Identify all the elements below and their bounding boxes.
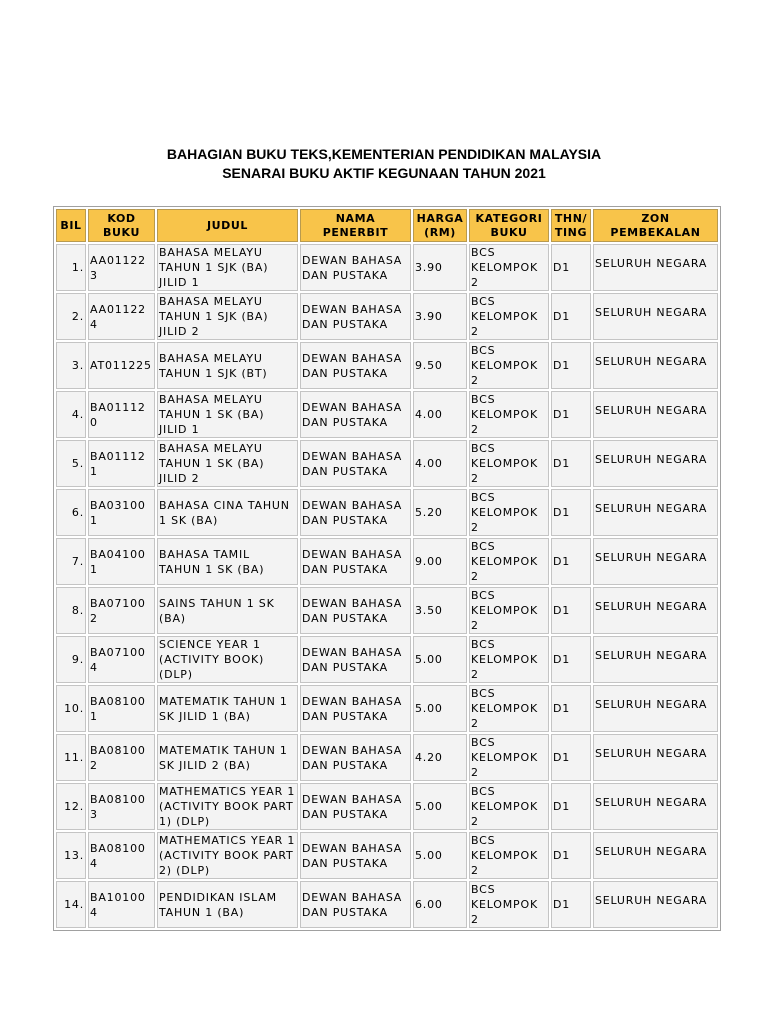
page-title: BAHAGIAN BUKU TEKS,KEMENTERIAN PENDIDIKAN MALAYSIA [166,146,602,162]
cell-kategori-buku: BCS KELOMPOK 2 [469,587,549,634]
cell-harga: 5.00 [413,636,467,683]
table-row [56,685,718,732]
table-row [56,391,718,438]
zon-pembekalan-text: SELURUH NEGARA [595,747,708,760]
cell-kod-buku: AA011224 [88,293,155,340]
cell-harga: 5.00 [413,832,467,879]
table-row [56,881,718,928]
cell-nama-penerbit: DEWAN BAHASA DAN PUSTAKA [300,685,411,732]
cell-thn-ting: D1 [551,538,591,585]
cell-judul: BAHASA TAMIL TAHUN 1 SK (BA) [157,538,298,585]
cell-kategori-buku: BCS KELOMPOK 2 [469,440,549,487]
cell-zon-pembekalan [593,342,718,389]
cell-kategori-buku: BCS KELOMPOK 2 [469,391,549,438]
cell-nama-penerbit: DEWAN BAHASA DAN PUSTAKA [300,342,411,389]
cell-zon-pembekalan [593,734,718,781]
cell-kod-buku: BA031001 [88,489,155,536]
cell-kategori-buku: BCS KELOMPOK 2 [469,489,549,536]
cell-harga: 3.90 [413,293,467,340]
cell-kod-buku: BA081004 [88,832,155,879]
zon-pembekalan-text: SELURUH NEGARA [595,404,708,417]
cell-kod-buku: BA081002 [88,734,155,781]
cell-judul: BAHASA CINA TAHUN 1 SK (BA) [157,489,298,536]
cell-kategori-buku: BCS KELOMPOK 2 [469,783,549,830]
zon-pembekalan-text: SELURUH NEGARA [595,796,708,809]
cell-judul: MATEMATIK TAHUN 1 SK JILID 2 (BA) [157,734,298,781]
cell-zon-pembekalan [593,391,718,438]
cell-judul: MATEMATIK TAHUN 1 SK JILID 1 (BA) [157,685,298,732]
cell-kod-buku: BA081003 [88,783,155,830]
cell-judul: BAHASA MELAYU TAHUN 1 SK (BA) JILID 2 [157,440,298,487]
cell-nama-penerbit: DEWAN BAHASA DAN PUSTAKA [300,293,411,340]
cell-kod-buku: AA011223 [88,244,155,291]
cell-bil: 9. [56,636,86,683]
cell-bil: 1. [56,244,86,291]
cell-zon-pembekalan [593,587,718,634]
table-row [56,832,718,879]
cell-bil: 8. [56,587,86,634]
cell-zon-pembekalan [593,685,718,732]
cell-zon-pembekalan [593,832,718,879]
book-list-table [53,206,721,931]
zon-pembekalan-text: SELURUH NEGARA [595,698,708,711]
table-row [56,783,718,830]
col-header-kod-buku: KOD BUKU [88,209,155,242]
cell-zon-pembekalan [593,293,718,340]
cell-harga: 4.00 [413,391,467,438]
cell-kategori-buku: BCS KELOMPOK 2 [469,293,549,340]
col-header-bil: BIL [56,209,86,242]
table-row [56,587,718,634]
cell-harga: 6.00 [413,881,467,928]
cell-kategori-buku: BCS KELOMPOK 2 [469,538,549,585]
page-subtitle: SENARAI BUKU AKTIF KEGUNAAN TAHUN 2021 [222,165,546,181]
cell-kategori-buku: BCS KELOMPOK 2 [469,244,549,291]
cell-kategori-buku: BCS KELOMPOK 2 [469,685,549,732]
zon-pembekalan-text: SELURUH NEGARA [595,257,708,270]
cell-harga: 5.00 [413,783,467,830]
cell-kod-buku: BA041001 [88,538,155,585]
table-row [56,342,718,389]
zon-pembekalan-text: SELURUH NEGARA [595,306,708,319]
cell-bil: 7. [56,538,86,585]
table-row [56,293,718,340]
cell-thn-ting: D1 [551,440,591,487]
cell-kod-buku: BA071002 [88,587,155,634]
cell-zon-pembekalan [593,881,718,928]
table-row [56,440,718,487]
cell-harga: 3.50 [413,587,467,634]
cell-harga: 4.20 [413,734,467,781]
cell-bil: 10. [56,685,86,732]
cell-nama-penerbit: DEWAN BAHASA DAN PUSTAKA [300,783,411,830]
zon-pembekalan-text: SELURUH NEGARA [595,453,708,466]
cell-nama-penerbit: DEWAN BAHASA DAN PUSTAKA [300,734,411,781]
col-header-thn-ting: THN/ TING [551,209,591,242]
cell-thn-ting: D1 [551,342,591,389]
cell-kod-buku: BA071004 [88,636,155,683]
table-row [56,489,718,536]
cell-kod-buku: BA011121 [88,440,155,487]
table-row [56,734,718,781]
cell-harga: 4.00 [413,440,467,487]
cell-judul: MATHEMATICS YEAR 1 (ACTIVITY BOOK PART 1) (DLP) [157,783,298,830]
cell-kategori-buku: BCS KELOMPOK 2 [469,636,549,683]
cell-harga: 9.00 [413,538,467,585]
zon-pembekalan-text: SELURUH NEGARA [595,649,708,662]
cell-judul: PENDIDIKAN ISLAM TAHUN 1 (BA) [157,881,298,928]
cell-thn-ting: D1 [551,293,591,340]
cell-kod-buku: BA011120 [88,391,155,438]
cell-nama-penerbit: DEWAN BAHASA DAN PUSTAKA [300,636,411,683]
cell-kod-buku: BA081001 [88,685,155,732]
cell-nama-penerbit: DEWAN BAHASA DAN PUSTAKA [300,391,411,438]
table-row [56,636,718,683]
cell-nama-penerbit: DEWAN BAHASA DAN PUSTAKA [300,440,411,487]
cell-bil: 13. [56,832,86,879]
cell-harga: 5.20 [413,489,467,536]
cell-bil: 11. [56,734,86,781]
cell-thn-ting: D1 [551,636,591,683]
cell-bil: 5. [56,440,86,487]
cell-judul: SAINS TAHUN 1 SK (BA) [157,587,298,634]
cell-nama-penerbit: DEWAN BAHASA DAN PUSTAKA [300,489,411,536]
cell-harga: 3.90 [413,244,467,291]
zon-pembekalan-text: SELURUH NEGARA [595,551,708,564]
col-header-kategori-buku: KATEGORI BUKU [469,209,549,242]
cell-bil: 14. [56,881,86,928]
cell-nama-penerbit: DEWAN BAHASA DAN PUSTAKA [300,587,411,634]
cell-judul: MATHEMATICS YEAR 1 (ACTIVITY BOOK PART 2) (DLP) [157,832,298,879]
cell-zon-pembekalan [593,244,718,291]
cell-thn-ting: D1 [551,881,591,928]
cell-thn-ting: D1 [551,587,591,634]
zon-pembekalan-text: SELURUH NEGARA [595,894,708,907]
cell-nama-penerbit: DEWAN BAHASA DAN PUSTAKA [300,881,411,928]
cell-kod-buku: BA101004 [88,881,155,928]
col-header-judul: JUDUL [157,209,298,242]
cell-harga: 5.00 [413,685,467,732]
cell-judul: BAHASA MELAYU TAHUN 1 SJK (BA) JILID 2 [157,293,298,340]
col-header-zon-pembekalan: ZON PEMBEKALAN [593,209,718,242]
cell-nama-penerbit: DEWAN BAHASA DAN PUSTAKA [300,244,411,291]
cell-nama-penerbit: DEWAN BAHASA DAN PUSTAKA [300,538,411,585]
cell-kod-buku: AT011225 [88,342,155,389]
cell-zon-pembekalan [593,636,718,683]
col-header-harga: HARGA (RM) [413,209,467,242]
cell-kategori-buku: BCS KELOMPOK 2 [469,734,549,781]
zon-pembekalan-text: SELURUH NEGARA [595,502,708,515]
cell-thn-ting: D1 [551,244,591,291]
cell-bil: 6. [56,489,86,536]
table-row [56,244,718,291]
cell-harga: 9.50 [413,342,467,389]
cell-zon-pembekalan [593,440,718,487]
cell-judul: SCIENCE YEAR 1 (ACTIVITY BOOK) (DLP) [157,636,298,683]
cell-thn-ting: D1 [551,391,591,438]
cell-bil: 2. [56,293,86,340]
col-header-nama-penerbit: NAMA PENERBIT [300,209,411,242]
cell-thn-ting: D1 [551,832,591,879]
table-header-row [56,209,718,242]
cell-judul: BAHASA MELAYU TAHUN 1 SK (BA) JILID 1 [157,391,298,438]
zon-pembekalan-text: SELURUH NEGARA [595,845,708,858]
cell-kategori-buku: BCS KELOMPOK 2 [469,832,549,879]
zon-pembekalan-text: SELURUH NEGARA [595,600,708,613]
cell-thn-ting: D1 [551,685,591,732]
cell-kategori-buku: BCS KELOMPOK 2 [469,881,549,928]
cell-thn-ting: D1 [551,734,591,781]
cell-zon-pembekalan [593,489,718,536]
cell-zon-pembekalan [593,538,718,585]
cell-thn-ting: D1 [551,783,591,830]
cell-nama-penerbit: DEWAN BAHASA DAN PUSTAKA [300,832,411,879]
cell-kategori-buku: BCS KELOMPOK 2 [469,342,549,389]
cell-bil: 3. [56,342,86,389]
cell-bil: 12. [56,783,86,830]
cell-thn-ting: D1 [551,489,591,536]
cell-bil: 4. [56,391,86,438]
cell-judul: BAHASA MELAYU TAHUN 1 SJK (BA) JILID 1 [157,244,298,291]
zon-pembekalan-text: SELURUH NEGARA [595,355,708,368]
table-row [56,538,718,585]
cell-judul: BAHASA MELAYU TAHUN 1 SJK (BT) [157,342,298,389]
cell-zon-pembekalan [593,783,718,830]
